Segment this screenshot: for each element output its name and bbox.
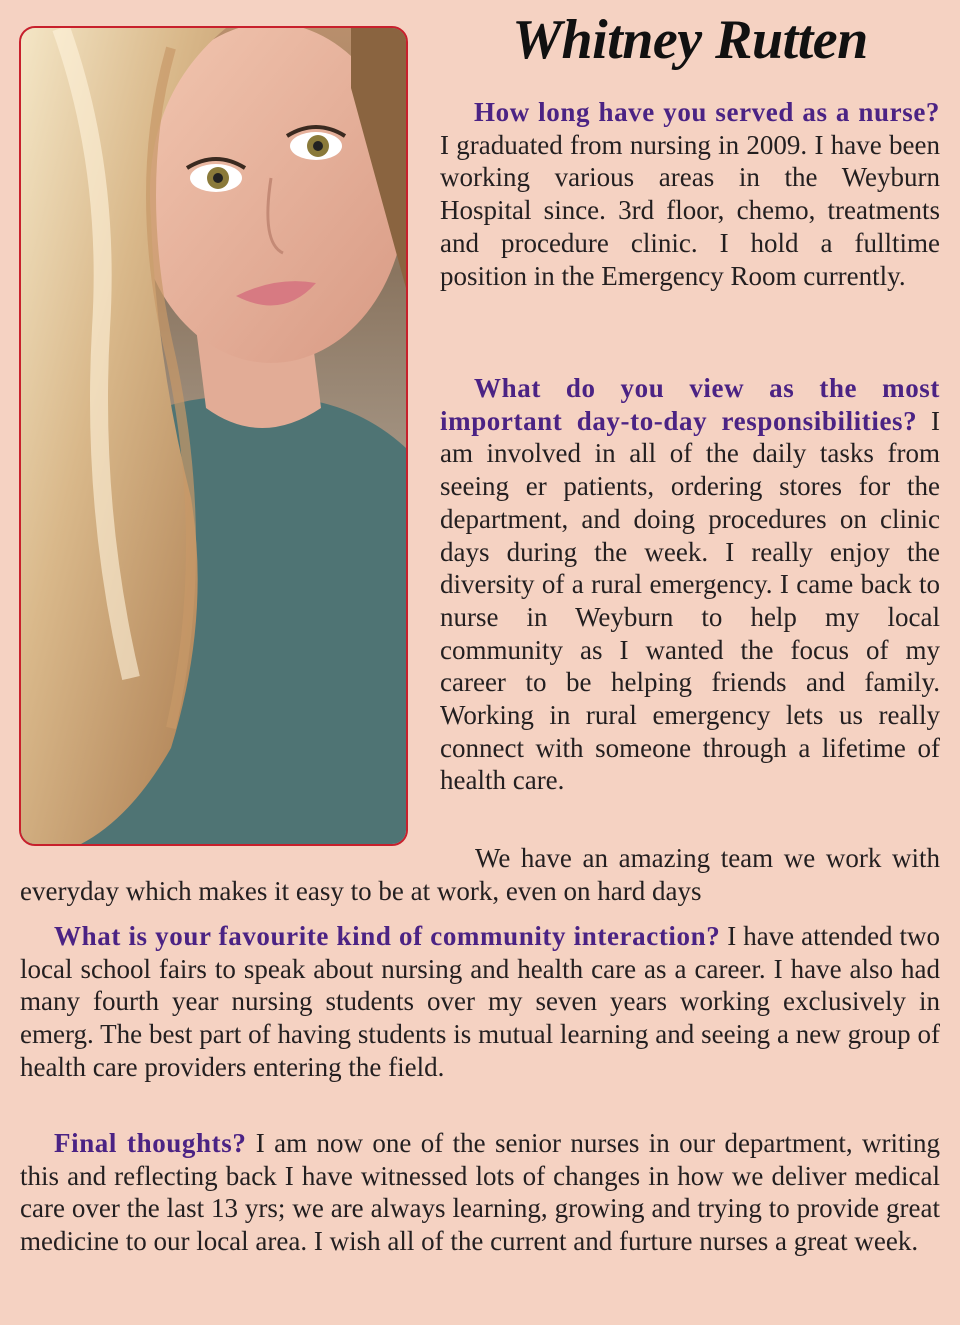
question-3: What is your favourite kind of community interaction?	[54, 921, 721, 951]
answer-paragraph-3	[20, 920, 940, 1084]
answer-paragraph-2	[440, 372, 940, 797]
question-1: How long have you served as a nurse?	[474, 97, 940, 127]
answer-2: I am involved in all of the daily tasks from seeing er patients, ordering stores for the department, and doing procedures on clinic days during the week. I really enjoy the diversity of a rural emergency. I came back to nurse in Weyburn to help my local community as I wanted the focus of my career to be helping friends and family. Working in rural emergency lets us really connect with someone through a lifetime of health care.	[440, 405, 940, 796]
profile-photo	[19, 26, 408, 846]
question-4: Final thoughts?	[54, 1128, 247, 1158]
answer-2-continued: We have an amazing team we work with everyday which makes it easy to be at work, even on hard days	[20, 843, 940, 906]
answer-paragraph-1	[440, 96, 940, 292]
person-name: Whitney Rutten	[512, 9, 868, 71]
answer-1: I graduated from nursing in 2009. I have been working various areas in the Weyburn Hospital since. 3rd floor, chemo, treatments and procedure clinic. I hold a fulltime position in the Emergency Room currently.	[440, 129, 940, 291]
answer-paragraph-4	[20, 1127, 940, 1258]
question-2: What do you view as the most important day-to-day responsibilities?	[440, 373, 940, 436]
answer-4: I am now one of the senior nurses in our department, writing this and reflecting back I have witnessed lots of changes in how we deliver medical care over the last 13 yrs; we are always learning, growing and trying to provide great medicine to our local area. I wish all of the current and furture nurses a great week.	[20, 1128, 941, 1257]
answer-3: I have attended two local school fairs to speak about nursing and health care as a career. I have also had many fourth year nursing students over my seven years working exclusively in emerg. The best part of having students is mutual learning and seeing a new group of health care providers entering the field.	[20, 921, 940, 1082]
